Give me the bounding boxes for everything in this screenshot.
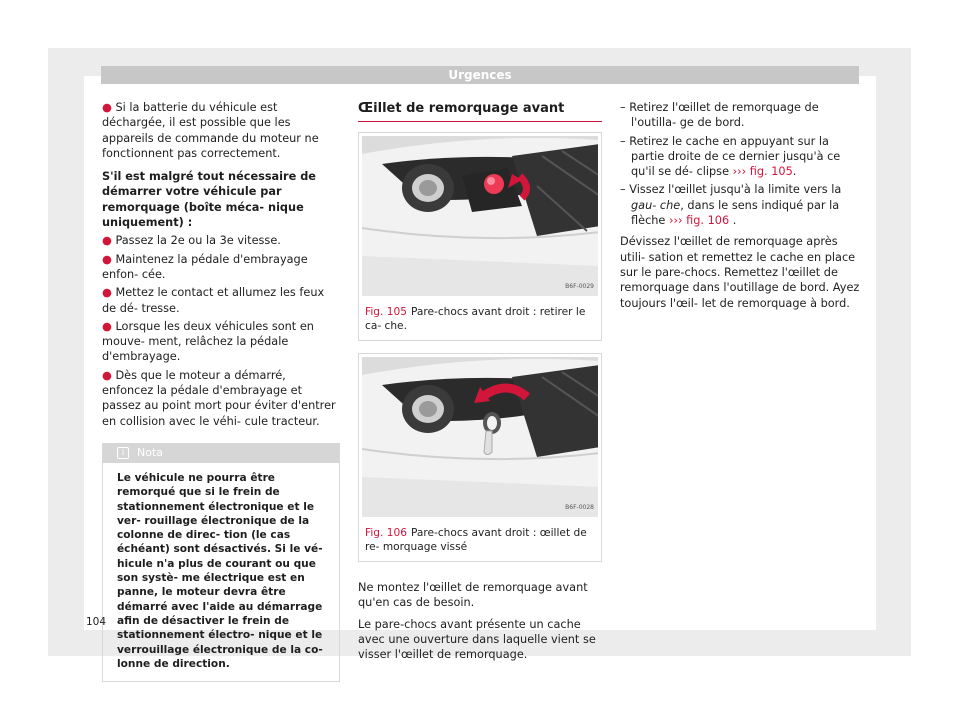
section-header: Urgences <box>101 66 859 84</box>
note-text: Le véhicule ne pourra être remorqué que si le frein de stationnement électronique et le ver- rouillage électronique de la colonne de direc- tion (le cas échéant) sont désactivés. Si le vé- hicule n'a plus de courant ou que son systè- me électrique est en panne, le moteur devra être démarré avec l'aide au démarrage afin de désactiver le frein de stationnement électro- nique et le verrouillage électronique de la co- lonne de direction. <box>117 471 323 670</box>
figure-106 <box>358 353 602 562</box>
bullet-text: Lorsque les deux véhicules sont en mouve- ment, relâchez la pédale d'embrayage. <box>102 319 314 364</box>
left-column <box>102 100 340 682</box>
bullet-icon: ● <box>102 101 116 114</box>
towing-eye-illustration <box>362 357 598 517</box>
bullet-battery <box>102 100 340 161</box>
bullet-icon: ● <box>102 319 116 333</box>
page-number: 104 <box>86 616 107 628</box>
figure-caption <box>359 520 601 561</box>
bullet-icon: ● <box>102 286 116 300</box>
note-box <box>102 443 340 682</box>
bullet-release-clutch <box>102 319 340 365</box>
bullet-icon: ● <box>102 252 116 266</box>
step-remove-cover: – Retirez le cache en appuyant sur la partie droite de ce dernier jusqu'à ce qu'il se dé- clipse ››› fig. 105. <box>620 134 841 179</box>
step-text: , dans le sens indiqué par la flèche <box>631 198 840 228</box>
figure-caption <box>359 299 601 340</box>
step-screw-eye: – Vissez l'œillet jusqu'à la limite vers la gau- che, dans le sens indiqué par la flèche ››› fig. 106 . <box>620 183 842 228</box>
info-icon: i <box>117 447 129 459</box>
paragraph-unscrew: Dévissez l'œillet de remorquage après utili- sation et remettez le cache en place sur le pare-chocs. Remettez l'œillet de remorquage dans l'outillage de bord. Ayez toujours l'œil- let de remorquage à bord. <box>620 235 860 310</box>
bullet-clutch <box>102 252 340 283</box>
middle-column <box>358 100 602 668</box>
figure-code: B6F-0028 <box>565 503 594 511</box>
figure-105-link[interactable]: ››› fig. 105 <box>732 165 793 179</box>
step-italic-text: gau- che <box>631 198 681 212</box>
bullet-icon: ● <box>102 368 116 382</box>
bullet-text: Passez la 2e ou la 3e vitesse. <box>115 234 281 248</box>
bullet-gear <box>102 233 340 248</box>
bullet-text: Mettez le contact et allumez les feux de dé- tresse. <box>102 286 325 315</box>
bumper-illustration <box>362 136 598 296</box>
figure-105 <box>358 132 602 341</box>
bumper-cover-image <box>362 136 598 296</box>
step-text: Retirez l'œillet de remorquage de l'outilla- ge de bord. <box>629 101 819 130</box>
bullet-text: Maintenez la pédale d'embrayage enfon- cée. <box>102 252 308 281</box>
bullet-text: Dès que le moteur a démarré, enfoncez la pédale d'embrayage et passez au point mort pour éviter d'entrer en collision avec le véhi- cule tracteur. <box>102 368 336 428</box>
caption-text: Pare-chocs avant droit : œillet de re- morquage vissé <box>365 527 587 553</box>
section-title: Œillet de remorquage avant <box>358 100 602 122</box>
right-column <box>620 100 860 317</box>
towing-eye-image <box>362 357 598 517</box>
figure-code: B6F-0029 <box>565 282 594 290</box>
step-text: Retirez le cache en appuyant sur la partie droite de ce dernier jusqu'à ce qu'il se dé- clipse <box>629 134 841 179</box>
tow-start-heading: S'il est malgré tout nécessaire de démarrer votre véhicule par remorquage (boîte méca- nique uniquement) : <box>102 170 316 230</box>
step-text: Vissez l'œillet jusqu'à la limite vers la <box>629 183 842 197</box>
bullet-engine-started <box>102 368 340 429</box>
step-remove-eye: – Retirez l'œillet de remorquage de l'outilla- ge de bord. <box>620 101 819 130</box>
caption-text: Pare-chocs avant droit : retirer le ca- che. <box>365 306 586 332</box>
bullet-text: Si la batterie du véhicule est déchargée, il est possible que les appareils de commande du moteur ne fonctionnent pas correctement. <box>102 101 319 160</box>
bullet-icon: ● <box>102 234 116 248</box>
figure-number: Fig. 106 <box>365 527 407 539</box>
note-header <box>103 443 339 463</box>
paragraph-mount: Ne montez l'œillet de remorquage avant qu'en cas de besoin. <box>358 581 588 610</box>
figure-106-link[interactable]: ››› fig. 106 <box>668 214 730 228</box>
bullet-ignition <box>102 285 340 316</box>
note-label: Nota <box>137 445 164 459</box>
paragraph-cover: Le pare-chocs avant présente un cache avec une ouverture dans laquelle vient se visser l'œillet de remorquage. <box>358 617 596 662</box>
figure-number: Fig. 105 <box>365 306 407 318</box>
